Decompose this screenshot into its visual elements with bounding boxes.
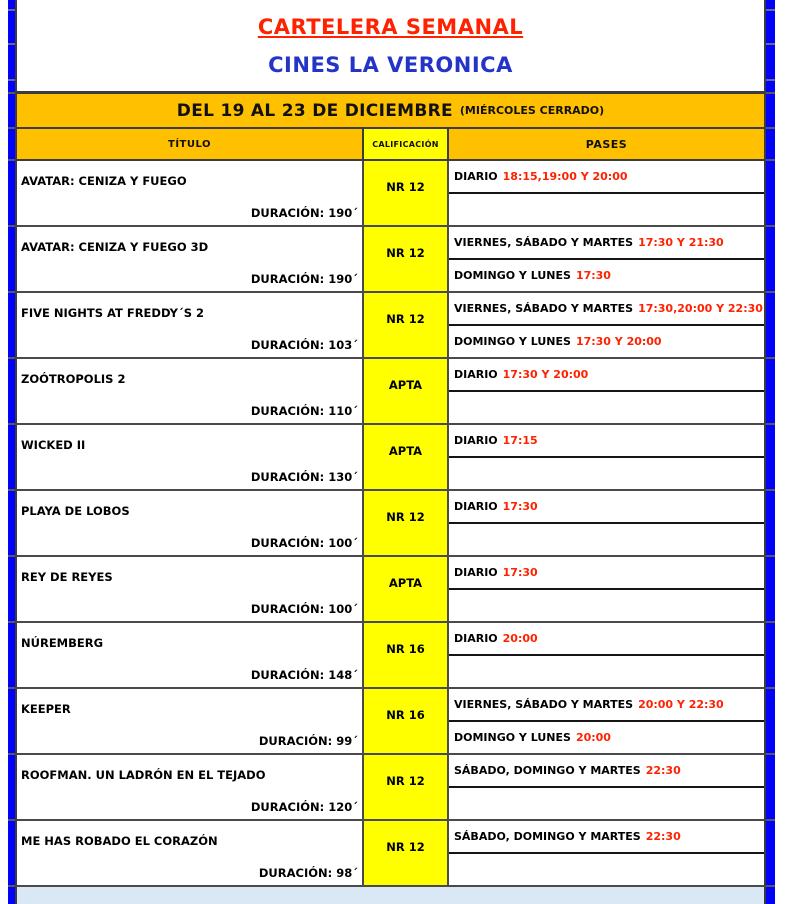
column-header-title: TÍTULO bbox=[17, 129, 364, 159]
table-row bbox=[0, 425, 787, 491]
passes-line-1 bbox=[449, 359, 764, 392]
movie-passes-cell bbox=[449, 623, 764, 687]
movie-title-cell bbox=[17, 359, 364, 423]
movie-passes-cell bbox=[449, 689, 764, 753]
movie-title: ZOÓTROPOLIS 2 bbox=[21, 372, 126, 386]
passes-days: VIERNES, SÁBADO Y MARTES bbox=[454, 236, 634, 249]
passes-days: DOMINGO Y LUNES bbox=[454, 335, 571, 348]
movie-duration bbox=[251, 470, 358, 484]
movie-title-cell bbox=[17, 689, 364, 753]
table-row bbox=[0, 821, 787, 887]
table-header-row bbox=[15, 129, 766, 161]
duration-value: 110´ bbox=[328, 404, 358, 418]
right-border-bar bbox=[766, 821, 775, 887]
movie-duration bbox=[259, 734, 358, 748]
movie-title-cell bbox=[17, 623, 364, 687]
passes-times: 20:00 bbox=[502, 632, 538, 645]
left-border-bar bbox=[8, 425, 15, 491]
movie-title: KEEPER bbox=[21, 702, 71, 716]
table-row bbox=[0, 689, 787, 755]
right-border-bar bbox=[766, 129, 775, 161]
movie-title-cell bbox=[17, 293, 364, 357]
right-border-bar bbox=[766, 293, 775, 359]
movie-duration bbox=[251, 800, 358, 814]
passes-times: 22:30 bbox=[645, 830, 681, 843]
movie-passes-cell bbox=[449, 227, 764, 291]
passes-line-2 bbox=[449, 854, 764, 885]
left-border-bar bbox=[8, 689, 15, 755]
duration-label: DURACIÓN: bbox=[250, 404, 325, 418]
passes-line-2 bbox=[449, 260, 764, 291]
duration-value: 120´ bbox=[328, 800, 358, 814]
passes-line-1 bbox=[449, 161, 764, 194]
left-border-bar bbox=[8, 94, 15, 129]
duration-label: DURACIÓN: bbox=[258, 866, 333, 880]
passes-days: DIARIO bbox=[454, 170, 498, 183]
duration-label: DURACIÓN: bbox=[250, 668, 325, 682]
movie-title: ME HAS ROBADO EL CORAZÓN bbox=[21, 834, 218, 848]
column-header-rating: CALIFICACIÓN bbox=[364, 129, 449, 159]
passes-line-1 bbox=[449, 821, 764, 854]
passes-line-2 bbox=[449, 194, 764, 225]
left-border-bar bbox=[8, 557, 15, 623]
passes-times: 17:30 Y 21:30 bbox=[638, 236, 724, 249]
right-border-bar bbox=[766, 755, 775, 821]
left-border-bar bbox=[8, 293, 15, 359]
passes-times: 20:00 Y 22:30 bbox=[638, 698, 724, 711]
movie-passes-cell bbox=[449, 755, 764, 819]
duration-value: 190´ bbox=[328, 206, 358, 220]
passes-line-1 bbox=[449, 425, 764, 458]
movie-title: ROOFMAN. UN LADRÓN EN EL TEJADO bbox=[21, 768, 266, 782]
right-border-bar bbox=[766, 689, 775, 755]
right-border-bar bbox=[766, 425, 775, 491]
right-border-bar bbox=[766, 161, 775, 227]
table-row bbox=[0, 755, 787, 821]
movie-title-cell bbox=[17, 227, 364, 291]
passes-days: DIARIO bbox=[454, 632, 498, 645]
movie-duration bbox=[251, 404, 358, 418]
left-border-bar bbox=[8, 755, 15, 821]
duration-label: DURACIÓN: bbox=[250, 338, 325, 352]
passes-times: 20:00 bbox=[575, 731, 611, 744]
duration-label: DURACIÓN: bbox=[250, 470, 325, 484]
movie-title-cell bbox=[17, 821, 364, 885]
duration-label: DURACIÓN: bbox=[250, 602, 325, 616]
passes-line-2 bbox=[449, 326, 764, 357]
duration-label: DURACIÓN: bbox=[250, 272, 325, 286]
movie-title: AVATAR: CENIZA Y FUEGO bbox=[21, 174, 187, 188]
right-border-bar bbox=[766, 491, 775, 557]
passes-times: 17:15 bbox=[502, 434, 538, 447]
date-banner bbox=[15, 94, 766, 129]
right-margin bbox=[775, 0, 787, 94]
movie-duration bbox=[251, 602, 358, 616]
passes-days: SÁBADO, DOMINGO Y MARTES bbox=[454, 764, 641, 777]
left-margin bbox=[0, 0, 8, 94]
left-border-bar bbox=[8, 821, 15, 887]
passes-times: 18:15,19:00 Y 20:00 bbox=[502, 170, 628, 183]
movie-passes-cell bbox=[449, 293, 764, 357]
passes-times: 17:30 Y 20:00 bbox=[502, 368, 589, 381]
passes-times: 17:30 bbox=[502, 566, 538, 579]
table-row bbox=[0, 227, 787, 293]
right-border-bar bbox=[766, 887, 775, 904]
passes-days: SÁBADO, DOMINGO Y MARTES bbox=[454, 830, 641, 843]
movie-rating-badge: APTA bbox=[364, 425, 449, 489]
table-row bbox=[0, 161, 787, 227]
passes-days: DIARIO bbox=[454, 434, 498, 447]
passes-times: 17:30 bbox=[502, 500, 538, 513]
movie-title: FIVE NIGHTS AT FREDDY´S 2 bbox=[21, 306, 205, 320]
movie-passes-cell bbox=[449, 425, 764, 489]
passes-days: DIARIO bbox=[454, 500, 498, 513]
duration-value: 130´ bbox=[328, 470, 358, 484]
cinema-name: CINES LA VERONICA bbox=[268, 53, 513, 77]
table-row bbox=[0, 293, 787, 359]
passes-times: 17:30 bbox=[575, 269, 611, 282]
duration-label: DURACIÓN: bbox=[250, 536, 325, 550]
movie-rating-badge: NR 12 bbox=[364, 161, 449, 225]
passes-times: 17:30 Y 20:00 bbox=[575, 335, 662, 348]
passes-days: DOMINGO Y LUNES bbox=[454, 269, 571, 282]
movie-title: REY DE REYES bbox=[21, 570, 113, 584]
movie-duration bbox=[251, 536, 358, 550]
movie-title: AVATAR: CENIZA Y FUEGO 3D bbox=[21, 240, 209, 254]
movie-title-cell bbox=[17, 755, 364, 819]
left-border-bar bbox=[8, 129, 15, 161]
column-header-passes: PASES bbox=[449, 129, 764, 159]
banner-closed-note: (MIÉRCOLES CERRADO) bbox=[459, 104, 605, 117]
movie-rating-badge: NR 16 bbox=[364, 623, 449, 687]
passes-days: DOMINGO Y LUNES bbox=[454, 731, 571, 744]
movie-duration bbox=[251, 206, 358, 220]
footer-strip bbox=[15, 887, 766, 904]
duration-value: 100´ bbox=[328, 536, 358, 550]
left-border-bar bbox=[8, 491, 15, 557]
movies-table-body bbox=[0, 161, 787, 887]
movie-title-cell bbox=[17, 557, 364, 621]
duration-value: 148´ bbox=[328, 668, 358, 682]
duration-label: DURACIÓN: bbox=[258, 734, 333, 748]
left-border-bar bbox=[8, 0, 15, 94]
right-border-bar bbox=[766, 623, 775, 689]
duration-value: 99´ bbox=[336, 734, 358, 748]
duration-label: DURACIÓN: bbox=[250, 800, 325, 814]
movie-duration bbox=[251, 338, 358, 352]
left-border-bar bbox=[8, 887, 15, 904]
page-header bbox=[15, 0, 766, 94]
movie-passes-cell bbox=[449, 557, 764, 621]
passes-line-1 bbox=[449, 623, 764, 656]
passes-days: DIARIO bbox=[454, 566, 498, 579]
date-banner-band bbox=[0, 94, 787, 129]
passes-line-2 bbox=[449, 458, 764, 489]
passes-line-2 bbox=[449, 392, 764, 423]
table-row bbox=[0, 491, 787, 557]
movie-title-cell bbox=[17, 161, 364, 225]
page-header-band bbox=[0, 0, 787, 94]
passes-days: VIERNES, SÁBADO Y MARTES bbox=[454, 698, 634, 711]
duration-value: 190´ bbox=[328, 272, 358, 286]
passes-line-1 bbox=[449, 689, 764, 722]
right-border-bar bbox=[766, 94, 775, 129]
duration-value: 103´ bbox=[328, 338, 358, 352]
passes-days: DIARIO bbox=[454, 368, 498, 381]
duration-label: DURACIÓN: bbox=[250, 206, 325, 220]
right-border-bar bbox=[766, 227, 775, 293]
left-border-bar bbox=[8, 227, 15, 293]
footer-band bbox=[0, 887, 787, 904]
movie-passes-cell bbox=[449, 359, 764, 423]
movie-rating-badge: NR 16 bbox=[364, 689, 449, 753]
movie-rating-badge: NR 12 bbox=[364, 491, 449, 555]
movie-rating-badge: NR 12 bbox=[364, 227, 449, 291]
passes-line-2 bbox=[449, 656, 764, 687]
passes-line-1 bbox=[449, 491, 764, 524]
movie-rating-badge: NR 12 bbox=[364, 755, 449, 819]
movie-passes-cell bbox=[449, 161, 764, 225]
passes-line-1 bbox=[449, 293, 764, 326]
movie-title: PLAYA DE LOBOS bbox=[21, 504, 130, 518]
movie-title: NÚREMBERG bbox=[21, 636, 104, 650]
movie-rating-badge: NR 12 bbox=[364, 293, 449, 357]
left-border-bar bbox=[8, 623, 15, 689]
movie-title-cell bbox=[17, 491, 364, 555]
table-row bbox=[0, 557, 787, 623]
passes-times: 17:30,20:00 Y 22:30 bbox=[638, 302, 763, 315]
movie-duration bbox=[251, 272, 358, 286]
left-border-bar bbox=[8, 161, 15, 227]
passes-line-2 bbox=[449, 524, 764, 555]
movie-passes-cell bbox=[449, 491, 764, 555]
movie-duration bbox=[251, 668, 358, 682]
passes-line-2 bbox=[449, 722, 764, 753]
passes-line-2 bbox=[449, 788, 764, 819]
left-border-bar bbox=[8, 359, 15, 425]
table-header-band bbox=[0, 129, 787, 161]
table-row bbox=[0, 359, 787, 425]
right-border-bar bbox=[766, 0, 775, 94]
movie-passes-cell bbox=[449, 821, 764, 885]
page-title: CARTELERA SEMANAL bbox=[257, 15, 524, 39]
movie-rating-badge: NR 12 bbox=[364, 821, 449, 885]
duration-value: 100´ bbox=[328, 602, 358, 616]
right-border-bar bbox=[766, 359, 775, 425]
right-border-bar bbox=[766, 557, 775, 623]
movie-rating-badge: APTA bbox=[364, 359, 449, 423]
passes-days: VIERNES, SÁBADO Y MARTES bbox=[454, 302, 634, 315]
passes-times: 22:30 bbox=[645, 764, 681, 777]
movie-rating-badge: APTA bbox=[364, 557, 449, 621]
passes-line-1 bbox=[449, 227, 764, 260]
passes-line-2 bbox=[449, 590, 764, 621]
table-row bbox=[0, 623, 787, 689]
movie-duration bbox=[259, 866, 358, 880]
passes-line-1 bbox=[449, 557, 764, 590]
passes-line-1 bbox=[449, 755, 764, 788]
duration-value: 98´ bbox=[336, 866, 358, 880]
movie-title: WICKED II bbox=[21, 438, 86, 452]
movie-title-cell bbox=[17, 425, 364, 489]
banner-dates: DEL 19 AL 23 DE DICIEMBRE bbox=[176, 100, 453, 121]
